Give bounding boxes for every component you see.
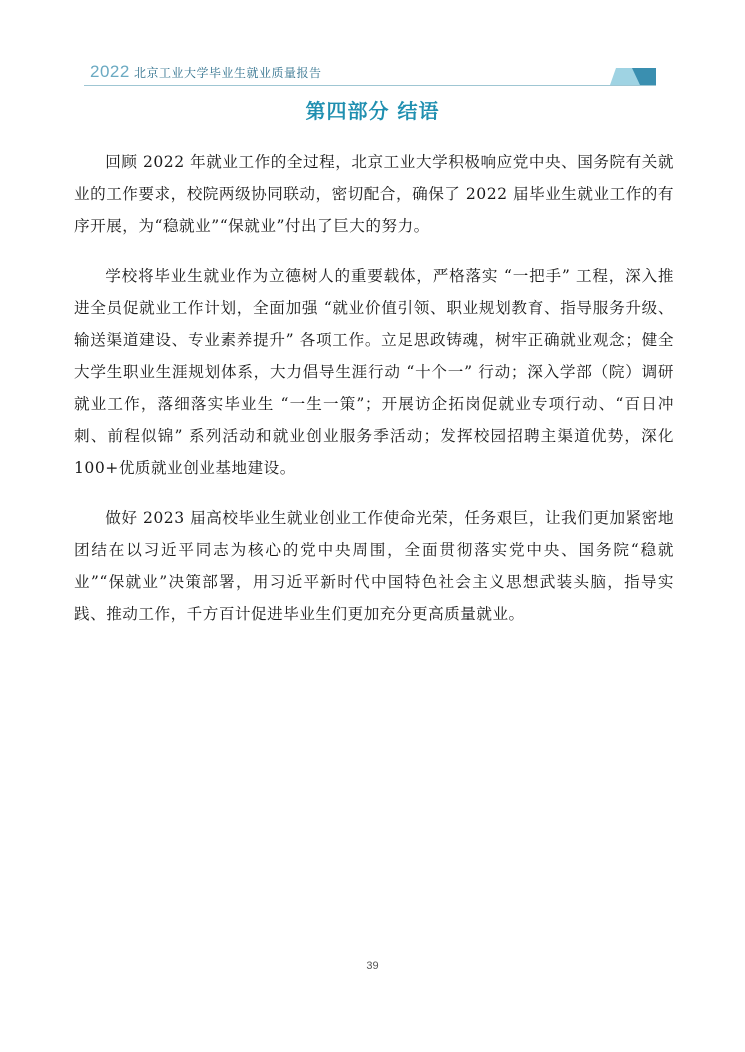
paragraph-measures: 学校将毕业生就业作为立德树人的重要载体，严格落实 “一把手” 工程，深入推进全员促就业工作计划，全面加强 “就业价值引领、职业规划教育、指导服务升级、输送渠道建设、专业素养提升” 各项工作。立足思政铸魂，树牢正确就业观念；健全大学生职业生涯规划体系，大力倡导生涯行动 “十个一” 行动；深入学部（院）调研就业工作，落细落实毕业生 “一生一策”；开展访企拓岗促就业专项行动、“百日冲刺、前程似锦” 系列活动和就业创业服务季活动；发挥校园招聘主渠道优势，深化 100+优质就业创业基地建设。 xyxy=(74,267,674,477)
header-title: 北京工业大学毕业生就业质量报告 xyxy=(134,66,322,80)
page-header xyxy=(84,60,656,86)
paragraph-review: 回顾 2022 年就业工作的全过程，北京工业大学积极响应党中央、国务院有关就业的工作要求，校院两级协同联动，密切配合，确保了 2022 届毕业生就业工作的有序开展，为“稳就业”“保就业”付出了巨大的努力。 xyxy=(74,153,674,235)
header-rule xyxy=(84,85,656,86)
paragraph-outlook: 做好 2023 届高校毕业生就业创业工作使命光荣，任务艰巨，让我们更加紧密地团结在以习近平同志为核心的党中央周围，全面贯彻落实党中央、国务院“稳就业”“保就业”决策部署，用习近平新时代中国特色社会主义思想武装头脑，指导实践、推动工作，千方百计促进毕业生们更加充分更高质量就业。 xyxy=(74,509,674,623)
header-year: 2022 xyxy=(90,62,130,81)
page-number: 39 xyxy=(366,960,379,972)
body-text xyxy=(74,146,674,648)
section-title: 第四部分 结语 xyxy=(305,99,440,123)
header-decoration xyxy=(610,68,656,85)
